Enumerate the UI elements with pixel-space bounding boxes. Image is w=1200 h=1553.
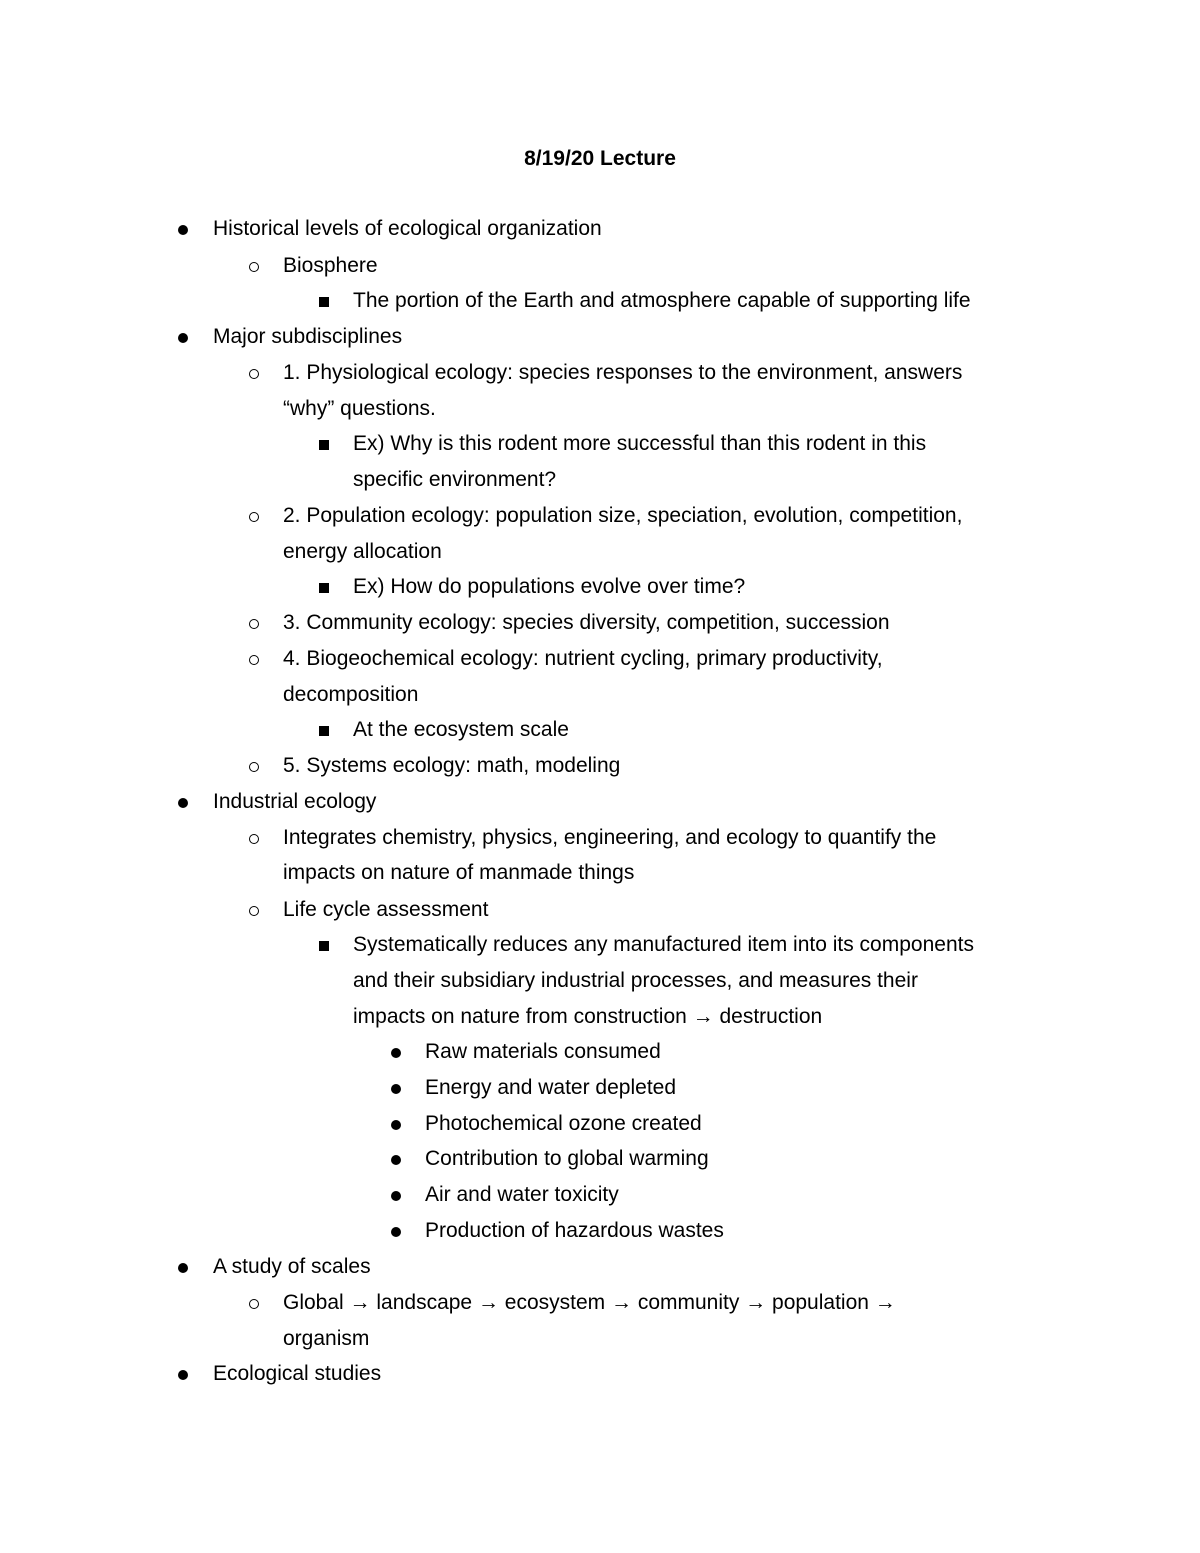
- bullet-icon: [178, 333, 188, 343]
- list-item: Ecological studies: [213, 1362, 382, 1385]
- square-bullet-icon: [319, 941, 329, 951]
- list-item-continuation: organism: [283, 1327, 370, 1350]
- square-bullet-icon: [319, 726, 329, 736]
- page-title: 8/19/20 Lecture: [524, 147, 676, 170]
- list-item: Global → landscape → ecosystem → community → population →: [283, 1291, 896, 1314]
- list-item: Biosphere: [283, 254, 378, 277]
- list-item: Production of hazardous wastes: [425, 1219, 724, 1242]
- square-bullet-icon: [319, 297, 329, 307]
- list-item: 2. Population ecology: population size, speciation, evolution, competition,: [283, 504, 963, 527]
- bullet-icon: [178, 1370, 188, 1380]
- square-bullet-icon: [319, 440, 329, 450]
- circle-bullet-icon: [249, 512, 259, 522]
- list-item-continuation: and their subsidiary industrial processes, and measures their: [353, 969, 918, 992]
- list-item: Raw materials consumed: [425, 1040, 661, 1063]
- list-item: Historical levels of ecological organization: [213, 217, 602, 240]
- bullet-icon: [178, 225, 188, 235]
- bullet-icon: [391, 1048, 401, 1058]
- bullet-icon: [391, 1084, 401, 1094]
- list-item: Systematically reduces any manufactured item into its components: [353, 933, 974, 956]
- list-item: Integrates chemistry, physics, engineering, and ecology to quantify the: [283, 826, 937, 849]
- circle-bullet-icon: [249, 1299, 259, 1309]
- circle-bullet-icon: [249, 834, 259, 844]
- list-item: The portion of the Earth and atmosphere capable of supporting life: [353, 289, 971, 312]
- square-bullet-icon: [319, 583, 329, 593]
- list-item-continuation: impacts on nature from construction → destruction: [353, 1005, 823, 1028]
- circle-bullet-icon: [249, 906, 259, 916]
- bullet-icon: [391, 1120, 401, 1130]
- list-item: Industrial ecology: [213, 790, 377, 813]
- bullet-icon: [391, 1227, 401, 1237]
- list-item: 1. Physiological ecology: species responses to the environment, answers: [283, 361, 963, 384]
- list-item-continuation: impacts on nature of manmade things: [283, 861, 635, 884]
- list-item: Contribution to global warming: [425, 1147, 709, 1170]
- bullet-icon: [178, 798, 188, 808]
- list-item: 5. Systems ecology: math, modeling: [283, 754, 621, 777]
- bullet-icon: [391, 1155, 401, 1165]
- list-item: Ex) Why is this rodent more successful than this rodent in this: [353, 432, 927, 455]
- bullet-icon: [391, 1191, 401, 1201]
- list-item: Ex) How do populations evolve over time?: [353, 575, 746, 598]
- list-item: Life cycle assessment: [283, 898, 489, 921]
- list-item: 4. Biogeochemical ecology: nutrient cycling, primary productivity,: [283, 647, 883, 670]
- circle-bullet-icon: [249, 262, 259, 272]
- circle-bullet-icon: [249, 369, 259, 379]
- list-item-continuation: energy allocation: [283, 540, 442, 563]
- list-item-continuation: decomposition: [283, 683, 419, 706]
- list-item: Air and water toxicity: [425, 1183, 619, 1206]
- list-item-continuation: specific environment?: [353, 468, 557, 491]
- circle-bullet-icon: [249, 619, 259, 629]
- bullet-icon: [178, 1263, 188, 1273]
- circle-bullet-icon: [249, 762, 259, 772]
- list-item-continuation: “why” questions.: [283, 397, 436, 420]
- list-item: Major subdisciplines: [213, 325, 403, 348]
- list-item: Energy and water depleted: [425, 1076, 677, 1099]
- list-item: 3. Community ecology: species diversity, competition, succession: [283, 611, 890, 634]
- circle-bullet-icon: [249, 655, 259, 665]
- list-item: A study of scales: [213, 1255, 371, 1278]
- list-item: Photochemical ozone created: [425, 1112, 702, 1135]
- list-item: At the ecosystem scale: [353, 718, 569, 741]
